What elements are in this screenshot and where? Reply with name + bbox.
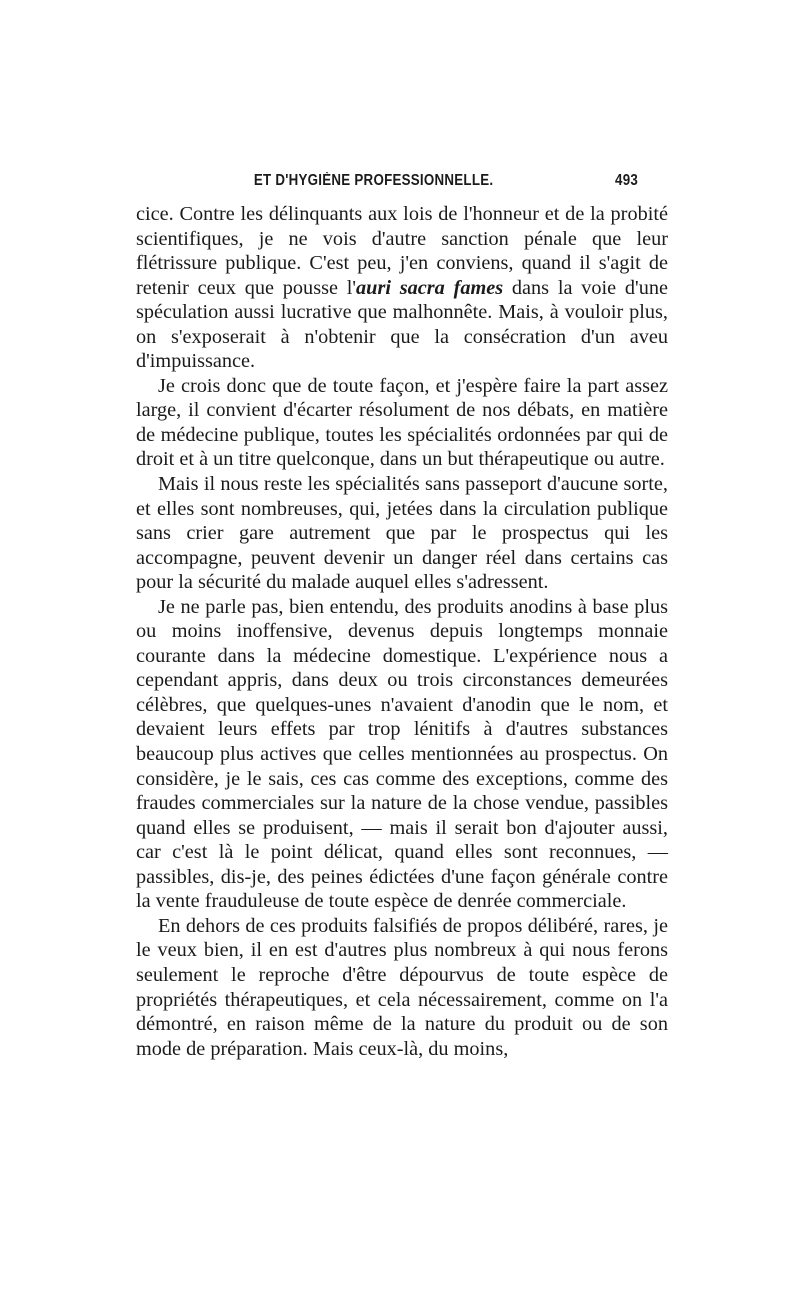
book-page [136,170,668,1061]
latin-quotation: auri sacra fames [356,276,504,299]
paragraph-3: Mais il nous reste les spécialités sans passeport d'aucune sorte, et elles sont nombreuses, qui, jetées dans la circulation publique sans crier gare autrement que par le prospectus qui les accompagne, peuvent devenir un danger réel dans certains cas pour la sécurité du malade auquel elles s'adressent. [136,473,668,594]
paragraph-5: En dehors de ces produits falsifiés de propos délibéré, rares, je le veux bien, il en est d'autres plus nombreux à qui nous ferons seulement le reproche d'être dépourvus de toute espèce de propriétés thérapeutiques, et cela nécessairement, comme on l'a démontré, en raison même de la nature du produit ou de son mode de préparation. Mais ceux-là, du moins, [136,914,668,1060]
body-text [136,202,668,1061]
paragraph-1-text-after: dans la voie d'une spéculation aussi lucrative que malhonnête. Mais, à vouloir plus, on s'exposerait à n'obtenir que la consécration d'un aveu d'impuissance. [136,276,668,373]
paragraph-1 [136,202,668,374]
paragraph-1-text-before: cice. Contre les délinquants aux lois de l'honneur et de la probité scientifiques, je ne vois d'autre sanction pénale que leur flétrissure publique. C'est peu, j'en conviens, quand il s'agit de retenir ceux que pousse l' [136,203,668,299]
paragraph-4: Je ne parle pas, bien entendu, des produits anodins à base plus ou moins inoffensive, devenus depuis longtemps monnaie courante dans la médecine domestique. L'expérience nous a cependant appris, dans deux ou trois circonstances demeurées célèbres, que quelques-unes n'avaient d'anodin que le nom, et devaient leurs effets par trop lénitifs à d'autres substances beaucoup plus actives que celles mentionnées au prospectus. On considère, je le sais, ces cas comme des exceptions, comme des fraudes commerciales sur la nature de la chose vendue, passibles quand elles se produisent, — mais il serait bon d'ajouter aussi, car c'est là le point délicat, quand elles sont reconnues, — passibles, dis-je, des peines édictées d'une façon générale contre la vente frauduleuse de toute espèce de denrée commerciale. [136,595,668,913]
paragraph-2: Je crois donc que de toute façon, et j'espère faire la part assez large, il convient d'écarter résolument de nos débats, en matière de médecine publique, toutes les spécialités ordonnées par qui de droit et à un titre quelconque, dans un but thérapeutique ou autre. [136,374,668,471]
page-number: 493 [615,172,639,189]
running-title: ET D'HYGIÈNE PROFESSIONNELLE. [253,172,494,189]
running-head [136,170,667,194]
